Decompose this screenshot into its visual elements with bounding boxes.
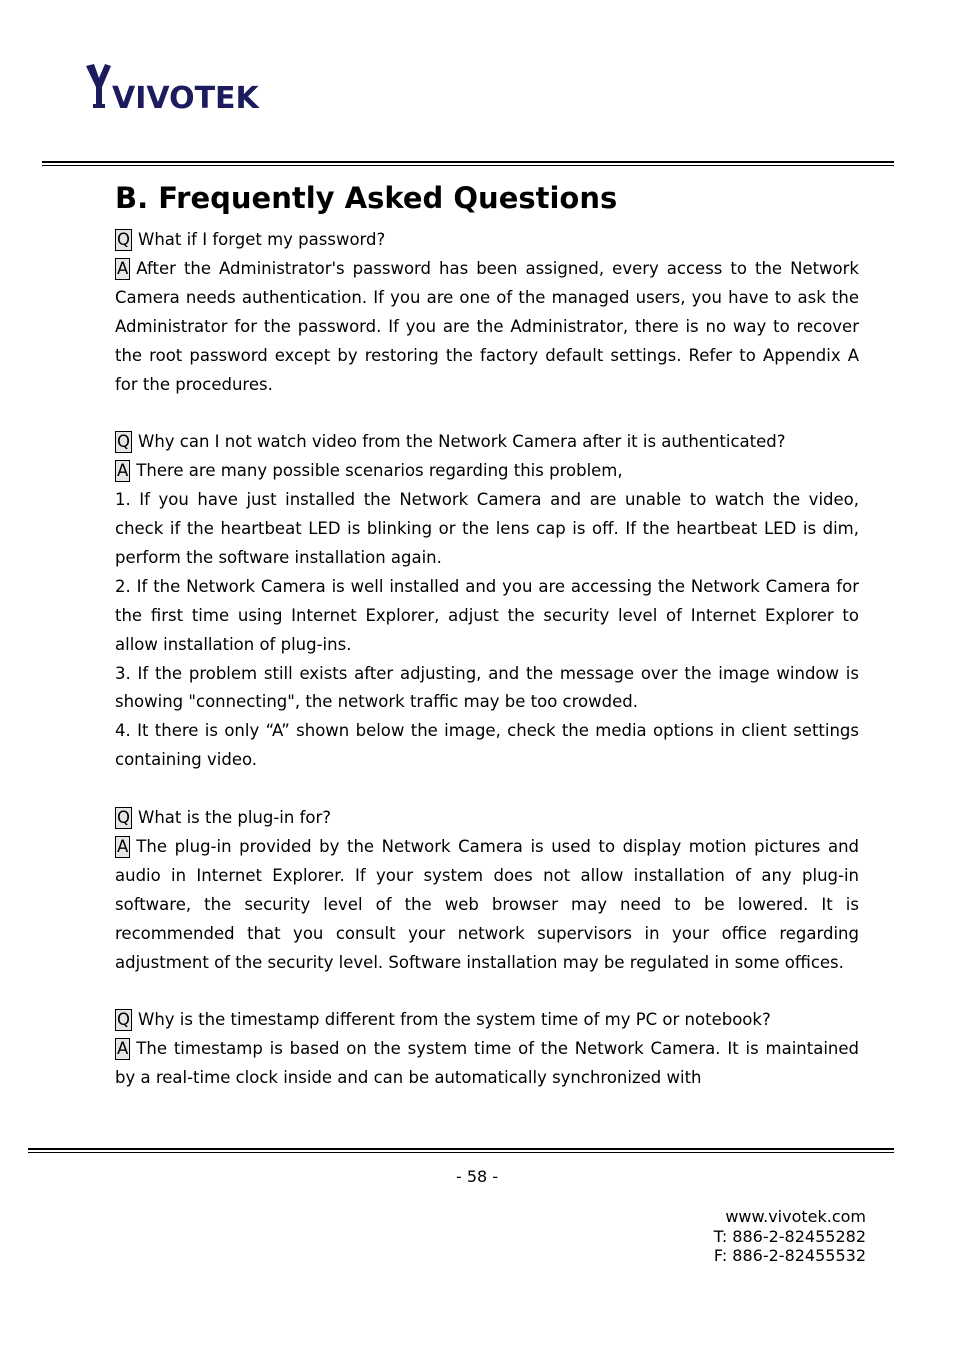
question-marker: Q — [117, 1010, 130, 1030]
website-link[interactable]: www.vivotek.com — [725, 1207, 866, 1226]
contact-info — [714, 1207, 866, 1266]
answer-marker: A — [117, 258, 129, 278]
answer-marker: A — [117, 837, 129, 856]
footer-rule — [28, 1148, 894, 1153]
list-item: 1. If you have just installed the Network Camera and are unable to watch the video, check if the heartbeat LED is blinking or the lens cap is off. If the heartbeat LED is dim, perform the software installation again. — [115, 490, 859, 567]
faq-question-3: Q What is the plug-in for? — [117, 808, 332, 828]
header-rule — [42, 161, 894, 166]
question-marker: Q — [117, 808, 130, 828]
answer-marker: A — [117, 461, 129, 481]
faq-answer-3: A The plug-in provided by the Network Camera is used to display motion pictures and audio in Internet Explorer. If your system does not allow installation of any plug-in software, the security level of the web browser may need to be lowered. It is recommended that you consult your network supervisors in your office regarding adjustment of the security level. Software installation may be regulated in some offices. — [115, 837, 859, 972]
fax-number: F: 886-2-82455532 — [713, 1246, 866, 1265]
page-number: - 58 - — [455, 1167, 499, 1186]
question-marker: Q — [117, 432, 130, 452]
list-item: 2. If the Network Camera is well installed and you are accessing the Network Camera for the first time using Internet Explorer, adjust the security level of Internet Explorer to allow installation of plug-ins. — [115, 576, 859, 654]
list-item: 3. If the problem still exists after adjusting, and the message over the image window is showing "connecting", the network traffic may be too crowded. — [115, 663, 859, 712]
faq-question-2: Q Why can I not watch video from the Network Camera after it is authenticated? — [117, 432, 786, 452]
faq-answer-2: A There are many possible scenarios regarding this problem, — [117, 461, 623, 481]
question-marker: Q — [117, 230, 130, 249]
faq-content — [115, 226, 859, 1093]
answer-marker: A — [117, 1039, 129, 1059]
list-item: 4. It there is only “A” shown below the image, check the media options in client settings containing video. — [115, 721, 859, 770]
faq-question-1: Q What if I forget my password? — [117, 230, 386, 249]
phone-number: T: 886-2-82455282 — [713, 1226, 866, 1246]
faq-answer-1: A After the Administrator's password has been assigned, every access to the Network Camera needs authentication. If you are one of the managed users, you have to ask the Administrator for the password. If you are the Administrator, there is no way to recover the root password except by restoring the factory default settings. Refer to Appendix A for the procedures. — [115, 258, 859, 394]
faq-answer-4: A The timestamp is based on the system time of the Network Camera. It is maintained by a real-time clock inside and can be automatically synchronized with — [115, 1039, 859, 1088]
faq-question-4: Q Why is the timestamp different from the system time of my PC or notebook? — [117, 1010, 771, 1030]
vivotek-logo — [84, 60, 294, 114]
page-title: B. Frequently Asked Questions — [115, 181, 618, 215]
svg-text:VIVOTEK: VIVOTEK — [112, 81, 259, 114]
